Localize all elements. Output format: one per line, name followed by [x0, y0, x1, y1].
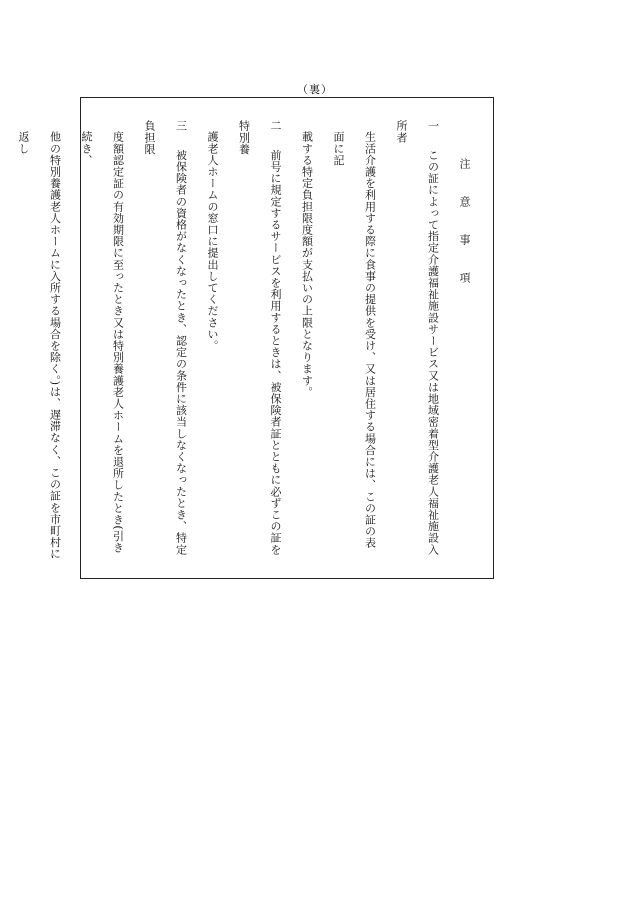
- item-number: 二: [269, 120, 282, 132]
- item-line: 護老人ホームの窓口に提出してください。: [206, 131, 219, 352]
- notice-item-2: [197, 120, 292, 560]
- item-number: 一: [426, 120, 440, 132]
- item-line: 載する特定負担限度額が支払いの上限となります。: [300, 131, 314, 398]
- page-side-label: （裏）: [297, 83, 333, 96]
- item-line: 被保険者の資格がなくなったとき、認定の条件に該当しなくなったとき、特定負担限: [143, 120, 188, 556]
- item-number: 三: [174, 120, 188, 132]
- notice-frame: [17, 97, 494, 579]
- item-line: 生活介護を利用する際に食事の提供を受け、又は居住する場合には、この証の表面に記: [332, 131, 377, 549]
- item-line: この証によって指定介護福祉施設サービス又は地域密着型介護老人福祉施設入所者: [395, 120, 440, 556]
- notice-body: [0, 120, 480, 560]
- item-line: 他の特別養護老人ホームに入所する場合を除く。)は、遅滞なく、この証を市町村に返し: [17, 131, 62, 560]
- notice-heading: 注 意 事 項: [458, 158, 471, 291]
- notice-item-3: [0, 120, 197, 560]
- item-line: [0, 120, 8, 560]
- item-line: 度額認定証の有効期限に至ったとき又は特別養護老人ホームを退所したとき(引き続き、: [80, 131, 125, 554]
- item-line: 前号に規定するサービスを利用するときは、被保険者証とともに必ずこの証を特別養: [237, 120, 282, 556]
- notice-item-1: [291, 120, 449, 560]
